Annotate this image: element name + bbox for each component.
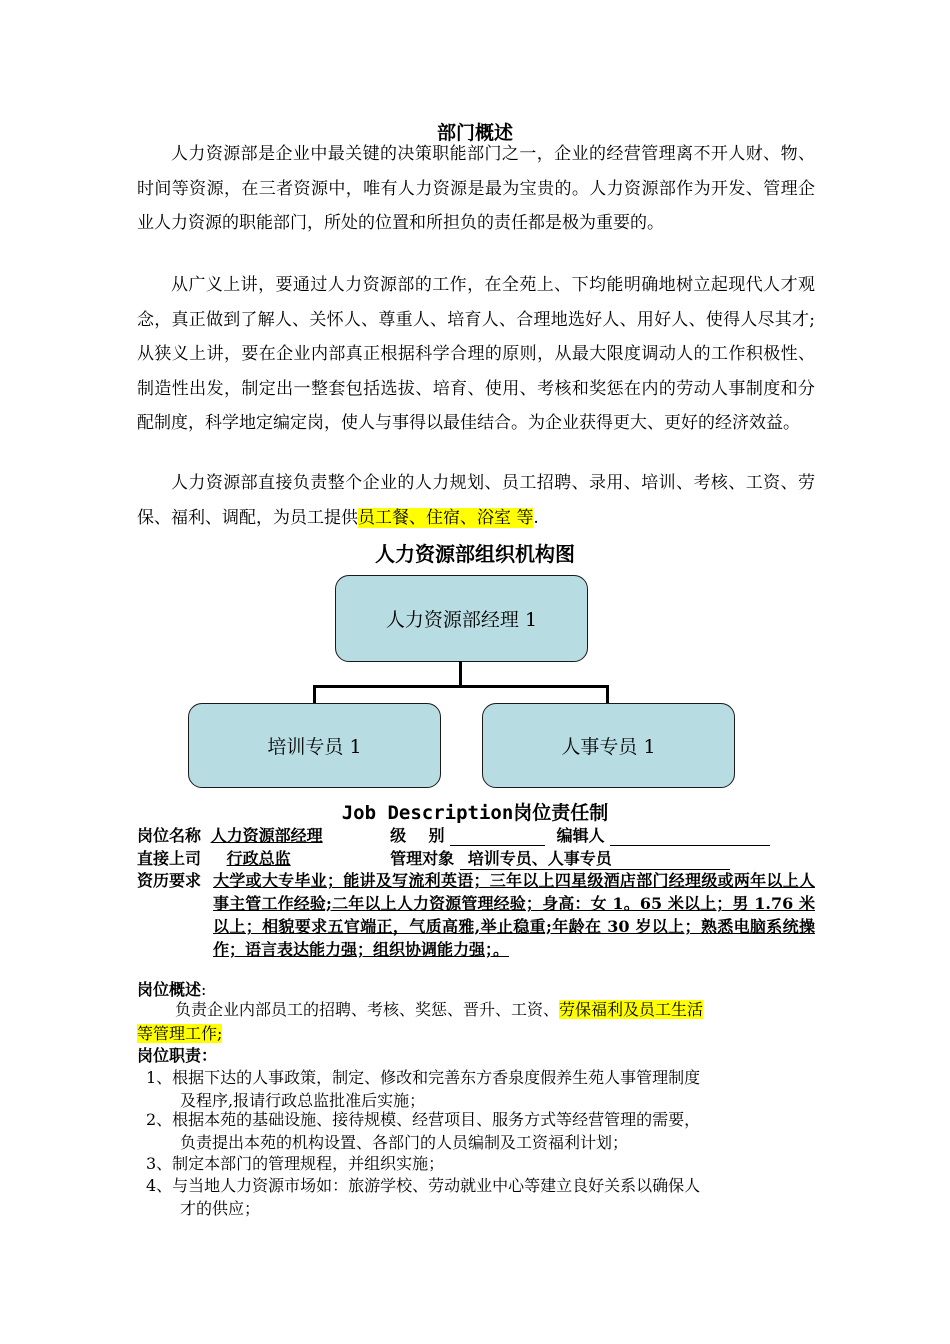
summary-highlight-2: 等管理工作;: [137, 1024, 223, 1043]
position-row: [137, 826, 770, 846]
duty-2-line-1: 2、根据本苑的基础设施、接待规模、经营项目、服务方式等经营管理的需要，: [146, 1110, 701, 1129]
manage-value: 培训专员、人事专员: [460, 849, 730, 870]
overview-paragraph-1: 人力资源部是企业中最关键的决策职能部门之一，企业的经营管理离不开人财、物、时间等资源，在三者资源中，唯有人力资源是最为宝贵的。人力资源部作为开发、管理企业人力资源的职能部门，所处的位置和所担负的责任都是极为重要的。: [137, 144, 815, 233]
org-connector-left: [313, 685, 316, 704]
duty-4-line-2: 才的供应；: [180, 1199, 261, 1218]
duties-label: 岗位职责：: [137, 1046, 218, 1065]
duty-2-line-2: 负责提出本苑的机构设置、各部门的人员编制及工资福利计划；: [180, 1133, 629, 1152]
duty-4-line-1: 4、与当地人力资源市场如：旅游学校、劳动就业中心等建立良好关系以确保人: [146, 1176, 701, 1195]
summary-label-row: [137, 980, 206, 1000]
superior-value: 行政总监: [226, 849, 291, 868]
org-node-personnel-label: 人事专员 1: [561, 736, 656, 758]
org-node-manager-label: 人力资源部经理 1: [385, 609, 538, 631]
editor-blank: [610, 829, 770, 846]
job-title-cn: 岗位责任制: [513, 802, 609, 824]
requirement-value: 大学或大专毕业；能讲及写流利英语；三年以上四星级酒店部门经理级或两年以上人事主管工作经验;二年以上人力资源管理经验；身高：女 1。65 米以上；男 1.76 米以上；相貌要求五官端正，气质高雅,举止稳重;年龄在 30 岁以上；熟悉电脑系统操作；语言表达能力强；组织协调能力强；。: [213, 871, 815, 959]
superior-label: 直接上司: [137, 849, 202, 868]
org-node-manager: [335, 575, 588, 662]
duty-1-line-2: 及程序,报请行政总监批准后实施；: [180, 1091, 426, 1110]
level-label: 级 别: [390, 826, 445, 845]
paragraph-3-end: .: [533, 507, 539, 528]
org-connector-vertical: [459, 661, 462, 686]
org-chart-title: 人力资源部组织机构图: [375, 542, 575, 566]
duty-1-line-1: 1、根据下达的人事政策，制定、修改和完善东方香泉度假养生苑人事管理制度: [146, 1068, 701, 1087]
superior-row: [137, 849, 730, 870]
summary-label: 岗位概述: [137, 980, 202, 999]
manage-label: 管理对象: [390, 849, 455, 868]
org-node-training-label: 培训专员 1: [267, 736, 362, 758]
section-title: 部门概述: [436, 122, 513, 144]
requirement-label: 资历要求: [137, 871, 202, 890]
summary-line-2: [137, 1022, 222, 1046]
position-label: 岗位名称: [137, 826, 202, 845]
overview-paragraph-2: 从广义上讲，要通过人力资源部的工作，在全苑上、下均能明确地树立起现代人才观念，真正做到了解人、关怀人、尊重人、培育人、合理地选好人、用好人、使得人尽其才;从狭义上讲，要在企业内部真正根据科学合理的原则，从最大限度调动人的工作积极性、制造性出发，制定出一整套包括选拔、培育、使用、考核和奖惩在内的劳动人事制度和分配制度，科学地定编定岗，使人与事得以最佳结合。为企业获得更大、更好的经济效益。: [137, 275, 815, 433]
org-node-training: [188, 703, 441, 788]
position-value: 人力资源部经理: [210, 826, 323, 845]
job-description-title: [0, 798, 950, 825]
duty-3-line-1: 3、制定本部门的管理规程，并组织实施；: [146, 1154, 445, 1173]
org-node-personnel: [482, 703, 735, 788]
paragraph-3-text: 人力资源部直接负责整个企业的人力规划、员工招聘、录用、培训、考核、工资、劳保、福利、调配，为员工提供: [137, 473, 815, 528]
org-connector-right: [606, 685, 609, 704]
highlighted-text: 员工餐、住宿、浴室 等: [358, 507, 534, 528]
job-title-en: Job Description: [341, 802, 514, 824]
summary-line-1: [175, 998, 703, 1022]
summary-text: 负责企业内部员工的招聘、考核、奖惩、晋升、工资、: [175, 1000, 560, 1019]
org-connector-horizontal: [313, 685, 609, 688]
summary-colon: :: [201, 980, 207, 999]
overview-paragraph-3: [137, 466, 815, 535]
level-blank: [450, 829, 545, 846]
summary-highlight-1: 劳保福利及员工生活: [559, 1000, 704, 1019]
editor-label: 编辑人: [556, 826, 605, 845]
